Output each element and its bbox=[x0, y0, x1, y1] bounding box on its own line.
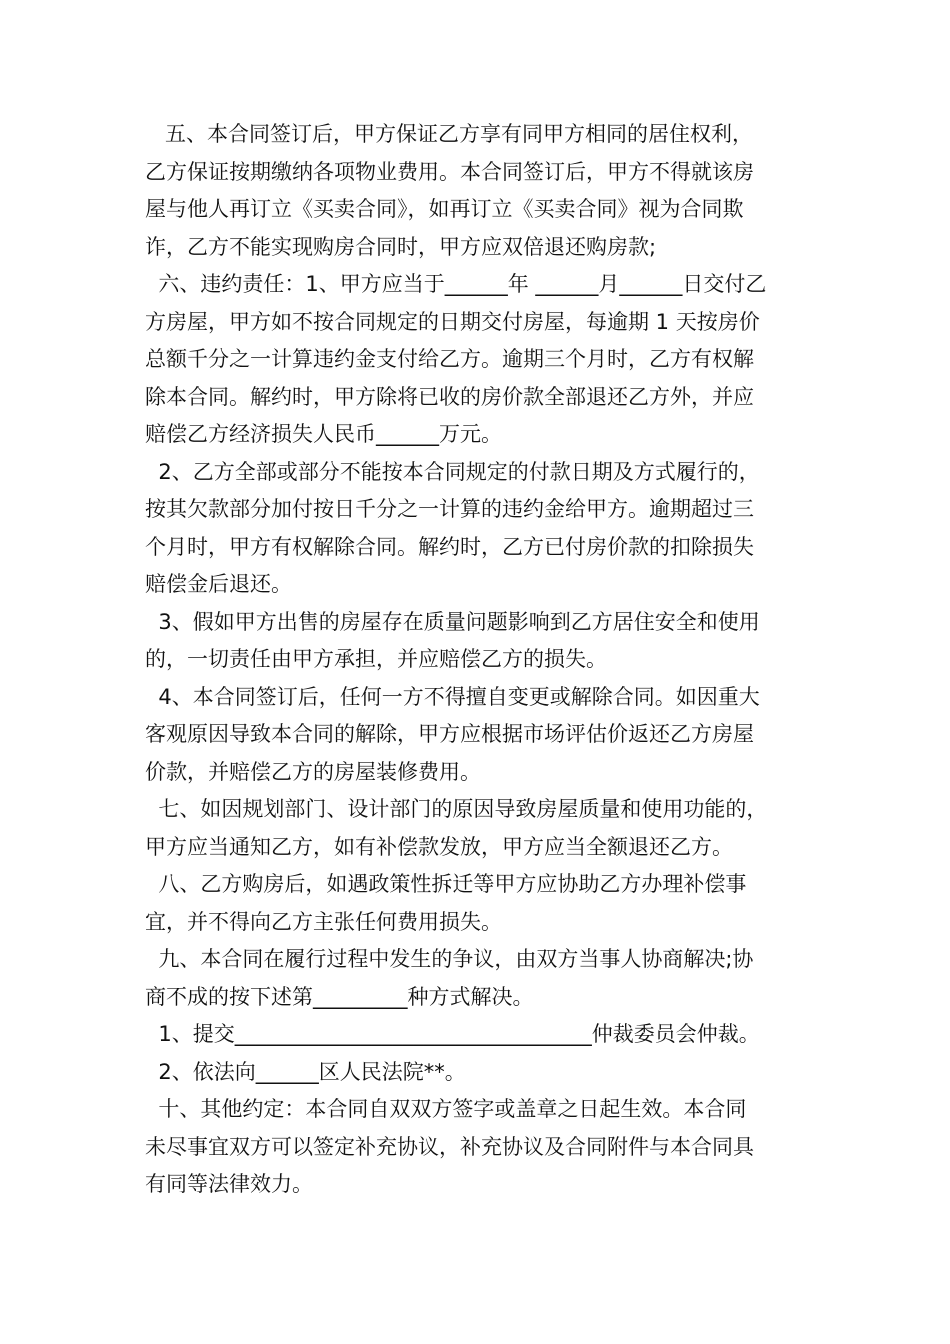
text-line: 1、提交__________________________________仲裁委员会仲裁。 bbox=[145, 1022, 760, 1046]
text-line: 赔偿金后退还。 bbox=[145, 572, 292, 596]
text-line: 的，一切责任由甲方承担，并应赔偿乙方的损失。 bbox=[145, 647, 607, 671]
text-line: 2、乙方全部或部分不能按本合同规定的付款日期及方式履行的， bbox=[145, 459, 760, 484]
text-line: 甲方应当通知乙方，如有补偿款发放，甲方应当全额退还乙方。 bbox=[145, 834, 733, 859]
text-line: 总额千分之一计算违约金支付给乙方。逾期三个月时，乙方有权解 bbox=[145, 347, 754, 371]
text-line: 诈，乙方不能实现购房合同时，甲方应双倍退还购房款; bbox=[145, 234, 657, 259]
text-line: 商不成的按下述第_________种方式解决。 bbox=[145, 984, 534, 1009]
text-line: 有同等法律效力。 bbox=[145, 1172, 313, 1196]
text-line: 除本合同。解约时，甲方除将已收的房价款全部退还乙方外，并应 bbox=[145, 384, 754, 409]
text-line: 六、违约责任：1、甲方应当于______年 ______月______日交付乙 bbox=[145, 272, 767, 296]
text-line: 赔偿乙方经济损失人民币______万元。 bbox=[145, 422, 502, 446]
text-line: 个月时，甲方有权解除合同。解约时，乙方已付房价款的扣除损失 bbox=[145, 534, 754, 559]
text-line: 屋与他人再订立《买卖合同》，如再订立《买卖合同》视为合同欺 bbox=[145, 197, 744, 221]
text-line: 乙方保证按期缴纳各项物业费用。本合同签订后，甲方不得就该房 bbox=[145, 159, 754, 184]
text-line: 方房屋，甲方如不按合同规定的日期交付房屋，每逾期 1 天按房价 bbox=[145, 309, 760, 334]
text-line: 2、依法向______区人民法院**。 bbox=[145, 1059, 466, 1084]
text-line: 宜，并不得向乙方主张任何费用损失。 bbox=[145, 909, 502, 934]
text-line: 客观原因导致本合同的解除，甲方应根据市场评估价返还乙方房屋 bbox=[145, 722, 754, 746]
text-line: 按其欠款部分加付按日千分之一计算的违约金给甲方。逾期超过三 bbox=[145, 497, 754, 521]
text-line: 九、本合同在履行过程中发生的争议，由双方当事人协商解决;协 bbox=[145, 947, 754, 971]
text-line: 未尽事宜双方可以签定补充协议，补充协议及合同附件与本合同具 bbox=[145, 1134, 754, 1159]
text-line: 价款，并赔偿乙方的房屋装修费用。 bbox=[145, 759, 481, 784]
text-line: 十、其他约定：本合同自双双方签字或盖章之日起生效。本合同 bbox=[145, 1097, 747, 1121]
text-line: 八、乙方购房后，如遇政策性拆迁等甲方应协助乙方办理补偿事 bbox=[145, 872, 747, 896]
text-line: 七、如因规划部门、设计部门的原因导致房屋质量和使用功能的， bbox=[145, 797, 768, 821]
contract-text bbox=[145, 116, 815, 1204]
text-line: 4、本合同签订后，任何一方不得擅自变更或解除合同。如因重大 bbox=[145, 684, 760, 709]
text-line: 五、本合同签订后，甲方保证乙方享有同甲方相同的居住权利， bbox=[145, 122, 754, 146]
text-line: 3、假如甲方出售的房屋存在质量问题影响到乙方居住安全和使用 bbox=[145, 609, 760, 634]
